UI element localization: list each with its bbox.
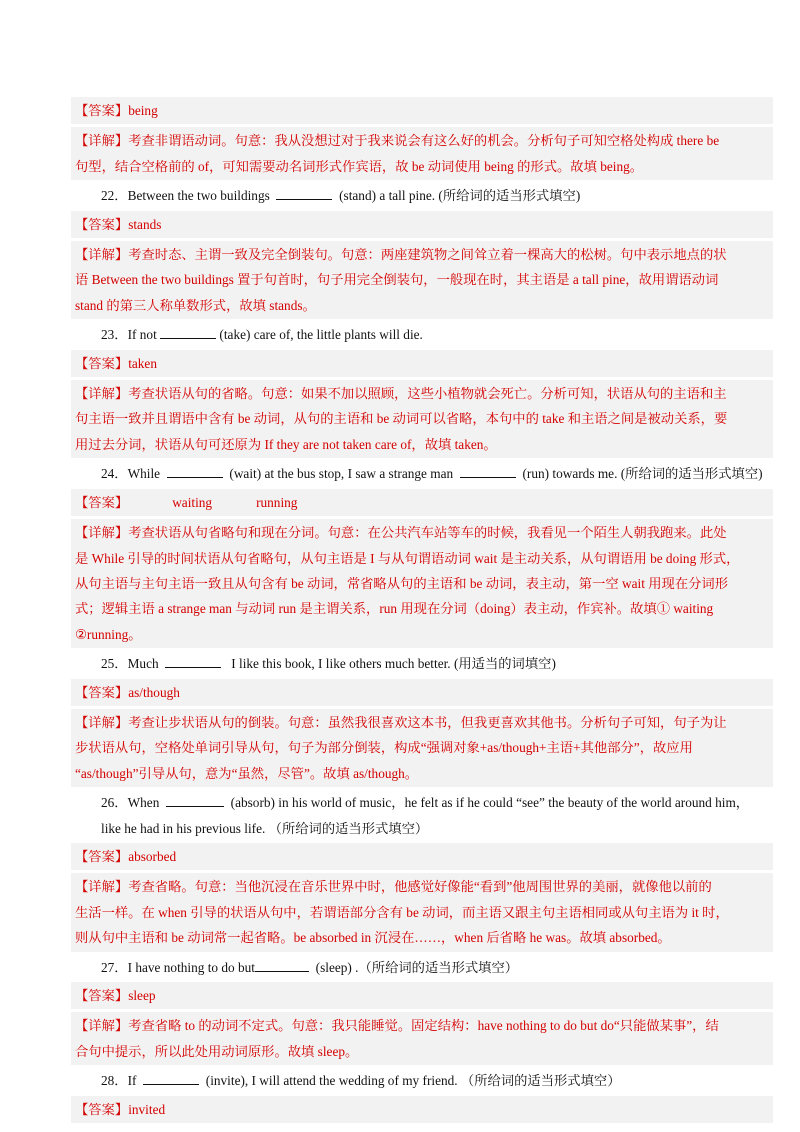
detail-line — [74, 381, 770, 406]
detail-line: 合句中提示，所以此处用动词原形。故填 sleep。 — [75, 1043, 359, 1059]
answer-line — [74, 98, 770, 123]
answer-line — [74, 680, 770, 705]
question-number: 23． — [101, 327, 128, 343]
answer-line — [74, 490, 770, 515]
answer-text: as/though — [128, 684, 180, 700]
answer-text: being — [128, 103, 158, 118]
detail-line: stand 的第三人称单数形式，故填 stands。 — [75, 297, 316, 313]
answer-blank — [143, 1072, 199, 1085]
question-28 — [71, 1068, 773, 1093]
detail-label: 【详解】 — [75, 714, 129, 730]
question-text: (invite), I will attend the wedding of my friend. （所给词的适当形式填空） — [205, 1073, 621, 1089]
answer-box-28 — [71, 1096, 773, 1123]
detail-box-27 — [71, 1012, 773, 1065]
detail-text: 考查非谓语动词。句意：我从没想过对于我来说会有这么好的机会。分析句子可知空格处构成 there be — [128, 133, 720, 149]
question-number: 24． — [101, 466, 128, 482]
detail-line — [74, 242, 770, 267]
detail-box-22 — [71, 241, 773, 319]
question-text: (wait) at the bus stop, I saw a strange man — [229, 466, 454, 482]
detail-line — [74, 1013, 770, 1038]
detail-line: 句型，结合空格前的 of，可知需要动名词形式作宾语，故 be 动词使用 being 的形式。故填 being。 — [75, 158, 644, 174]
question-text: If not — [127, 327, 157, 343]
question-text: I like this book, I like others much better. (用适当的词填空) — [231, 656, 556, 672]
answer-box-24 — [71, 489, 773, 516]
answer-sheet — [71, 95, 773, 1126]
answer-blank — [460, 465, 516, 478]
answer-text: stands — [128, 216, 162, 232]
question-text: Between the two buildings — [127, 188, 270, 204]
answer-text: invited — [128, 1101, 166, 1117]
detail-line: 从句主语与主句主语一致且从句含有 be 动词，常省略从句的主语和 be 动词，表主动，第一空 wait 用现在分词形 — [75, 575, 728, 591]
answer-label: 【答案】 — [75, 1101, 129, 1117]
answer-blank — [255, 959, 309, 972]
question-text: (take) care of, the little plants will die. — [219, 327, 423, 343]
detail-label: 【详解】 — [75, 1018, 129, 1034]
detail-line: 步状语从句，空格处单词引导从句，句子为部分倒装，构成“强调对象+as/though+主语+其他部分”，故应用 — [75, 740, 693, 756]
question-text: While — [127, 466, 161, 482]
question-number: 25． — [101, 656, 128, 672]
answer-blank — [165, 655, 221, 668]
question-text: (sleep) .（所给词的适当形式填空） — [315, 959, 519, 975]
detail-line — [74, 710, 770, 735]
detail-box-24 — [71, 519, 773, 648]
answer-text: sleep — [128, 988, 156, 1003]
question-text: (run) towards me. (所给词的适当形式填空) — [522, 466, 763, 482]
detail-box-26 — [71, 873, 773, 951]
detail-line: 式；逻辑主语 a strange man 与动词 run 是主谓关系，run 用现在分词（doing）表主动，作宾补。故填① waiting — [75, 601, 714, 617]
answer-label: 【答案】 — [75, 355, 129, 371]
detail-label: 【详解】 — [75, 525, 129, 541]
question-text: (stand) a tall pine. (所给词的适当形式填空) — [339, 188, 581, 204]
detail-text: 考查省略 to 的动词不定式。句意：我只能睡觉。固定结构：have nothing to do but do“只能做某事”，结 — [128, 1018, 719, 1034]
detail-label: 【详解】 — [75, 133, 129, 149]
answer-line — [74, 844, 770, 869]
question-text-continued: like he had in his previous life. （所给词的适当形式填空） — [101, 820, 429, 836]
question-27 — [71, 955, 773, 980]
answer-box-25 — [71, 679, 773, 706]
question-number: 26． — [101, 795, 128, 811]
answer-text: running — [256, 494, 298, 510]
detail-line: 句主语一致并且谓语中含有 be 动词，从句的主语和 be 动词可以省略，本句中的 take 和主语之间是被动关系，要 — [75, 411, 728, 427]
detail-line — [74, 874, 770, 899]
detail-line: 生活一样。在 when 引导的状语从句中，若谓语部分含有 be 动词，而主语又跟主句主语相同或从句主语为 it 时， — [75, 904, 729, 920]
question-24 — [71, 461, 773, 486]
question-number: 28． — [101, 1073, 128, 1089]
answer-line — [74, 983, 770, 1008]
answer-line — [74, 1097, 770, 1122]
answer-label: 【答案】 — [75, 494, 129, 510]
answer-label: 【答案】 — [75, 103, 129, 118]
answer-blank — [166, 794, 224, 807]
detail-label: 【详解】 — [75, 879, 129, 895]
detail-box-23 — [71, 380, 773, 458]
answer-label: 【答案】 — [75, 848, 129, 864]
answer-box-26 — [71, 843, 773, 870]
detail-text: 考查让步状语从句的倒装。句意：虽然我很喜欢这本书，但我更喜欢其他书。分析句子可知，句子为让 — [128, 714, 727, 730]
answer-box-27 — [71, 982, 773, 1009]
answer-text: taken — [128, 355, 157, 371]
question-text: I have nothing to do but — [127, 959, 256, 975]
answer-text: absorbed — [128, 848, 177, 864]
detail-text: 考查状语从句省略句和现在分词。句意：在公共汽车站等车的时候，我看见一个陌生人朝我跑来。此处 — [128, 525, 727, 541]
detail-box-21 — [71, 127, 773, 180]
answer-blank — [160, 326, 216, 339]
detail-label: 【详解】 — [75, 247, 129, 263]
detail-line — [74, 128, 770, 153]
question-text: If — [127, 1073, 137, 1089]
detail-line — [74, 520, 770, 545]
answer-label: 【答案】 — [75, 684, 129, 700]
question-22 — [71, 183, 773, 208]
answer-box-22 — [71, 211, 773, 238]
question-text: Much — [127, 656, 159, 672]
detail-text: 考查时态、主谓一致及完全倒装句。句意：两座建筑物之间耸立着一棵高大的松树。句中表示地点的状 — [128, 247, 727, 263]
question-25 — [71, 651, 773, 676]
answer-label: 【答案】 — [75, 988, 129, 1003]
answer-box-21 — [71, 97, 773, 124]
question-26 — [71, 790, 773, 815]
question-number: 27． — [101, 959, 128, 975]
detail-text: 考查状语从句的省略。句意：如果不加以照顾，这些小植物就会死亡。分析可知，状语从句的主语和主 — [128, 386, 727, 402]
answer-blank — [167, 465, 223, 478]
question-text: When — [127, 795, 160, 811]
question-23 — [71, 322, 773, 347]
answer-label: 【答案】 — [75, 216, 129, 232]
answer-text: waiting — [172, 494, 213, 510]
answer-blank — [276, 187, 332, 200]
detail-box-25 — [71, 709, 773, 787]
answer-box-23 — [71, 350, 773, 377]
answer-line — [74, 351, 770, 376]
detail-line: “as/though”引导从句，意为“虽然，尽管”。故填 as/though。 — [75, 765, 419, 781]
detail-line: 用过去分词，状语从句可还原为 If they are not taken care of，故填 taken。 — [75, 436, 497, 452]
detail-line: 则从句中主语和 be 动词常一起省略。be absorbed in 沉浸在……，when 后省略 he was。故填 absorbed。 — [75, 930, 671, 946]
detail-line: ②running。 — [75, 626, 142, 642]
detail-line: 语 Between the two buildings 置于句首时，句子用完全倒装句，一般现在时，其主语是 a tall pine，故用谓语动词 — [75, 272, 719, 288]
question-text: (absorb) in his world of music，he felt as if he could “see” the beauty of the world around him， — [230, 795, 750, 811]
detail-label: 【详解】 — [75, 386, 129, 402]
detail-line: 是 While 引导的时间状语从句省略句，从句主语是 I 与从句谓语动词 wait 是主动关系，从句谓语用 be doing 形式， — [75, 550, 740, 566]
question-number: 22． — [101, 188, 128, 204]
detail-text: 考查省略。句意：当他沉浸在音乐世界中时，他感觉好像能“看到”他周围世界的美丽，就像他以前的 — [128, 879, 712, 895]
answer-line — [74, 212, 770, 237]
